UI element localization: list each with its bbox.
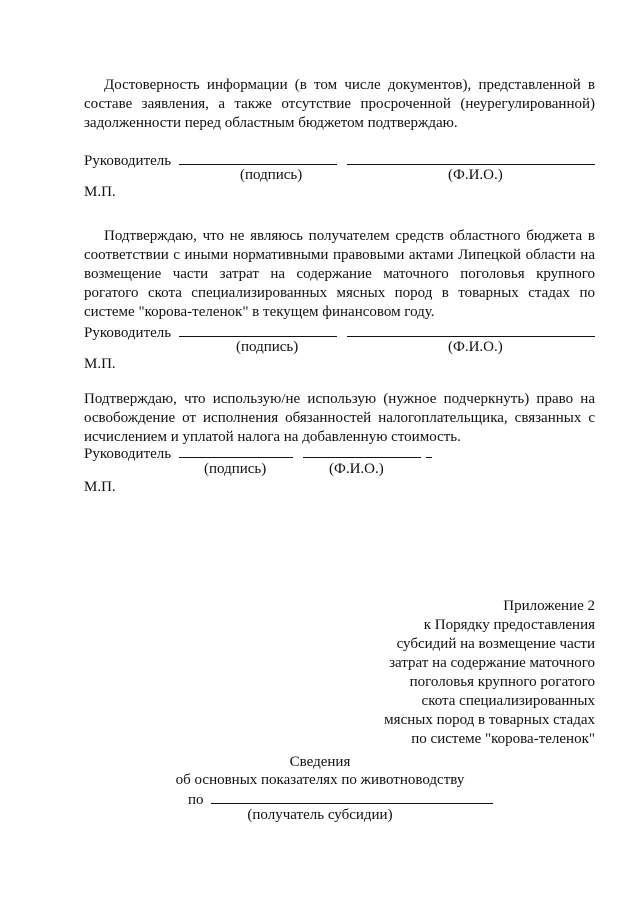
stamp-place-1: М.П. [84, 184, 116, 200]
appendix-line: по системе "корова-теленок" [411, 731, 595, 747]
appendix-header [295, 597, 595, 749]
confirmation-paragraph-1: Достоверность информации (в том числе документов), представленной в составе заявления, а также отсутствие просроченной (неурегулированной) задолженности перед областным бюджетом подтверждаю. [84, 77, 595, 131]
fio-field-1[interactable] [347, 150, 595, 165]
confirmation-paragraph-2: Подтверждаю, что не являюсь получателем средств областного бюджета в соответствии с иными нормативными правовыми актами Липецкой области на возмещение части затрат на содержание маточного поголовья крупного рогатого скота специализированных мясных пород в товарных стадах по системе "корова-теленок" в текущем финансовом году. [84, 228, 595, 320]
signature-field-1[interactable] [179, 150, 337, 165]
fio-caption-2: (Ф.И.О.) [448, 339, 503, 355]
fio-field-2[interactable] [347, 322, 595, 337]
po-label: по [188, 792, 204, 808]
fio-caption-3: (Ф.И.О.) [329, 461, 384, 477]
appendix-line: Приложение 2 [503, 598, 595, 614]
head-label-3: Руководитель [84, 446, 172, 462]
stamp-place-2: М.П. [84, 356, 116, 372]
fio-caption-1: (Ф.И.О.) [448, 167, 503, 183]
recipient-field[interactable] [211, 789, 493, 804]
appendix-line: скота специализированных [421, 693, 595, 709]
sign-caption-1: (подпись) [240, 167, 303, 183]
recipient-caption: (получатель субсидии) [247, 807, 393, 823]
fio-field-3[interactable] [303, 443, 421, 458]
svedeniya-title: Сведения [289, 754, 351, 770]
svedeniya-subtitle: об основных показателях по животноводству [175, 772, 465, 788]
appendix-line: затрат на содержание маточного [389, 655, 595, 671]
signature-line-1 [84, 150, 595, 169]
head-label-2: Руководитель [84, 325, 172, 341]
trailing-dash-3 [426, 443, 432, 458]
appendix-line: поголовья крупного рогатого [409, 674, 595, 690]
confirmation-paragraph-3: Подтверждаю, что использую/не использую (нужное подчеркнуть) право на освобождение от исполнения обязанностей налогоплательщика, связанных с исчислением и уплатой налога на добавленную стоимость. [84, 391, 595, 445]
sign-caption-2: (подпись) [236, 339, 299, 355]
head-label-1: Руководитель [84, 153, 172, 169]
signature-field-3[interactable] [179, 443, 293, 458]
appendix-line: субсидий на возмещение части [396, 636, 595, 652]
sign-caption-3: (подпись) [204, 461, 267, 477]
signature-field-2[interactable] [179, 322, 337, 337]
signature-line-2 [84, 322, 595, 341]
appendix-line: к Порядку предоставления [423, 617, 595, 633]
stamp-place-3: М.П. [84, 479, 116, 495]
appendix-line: мясных пород в товарных стадах [384, 712, 595, 728]
